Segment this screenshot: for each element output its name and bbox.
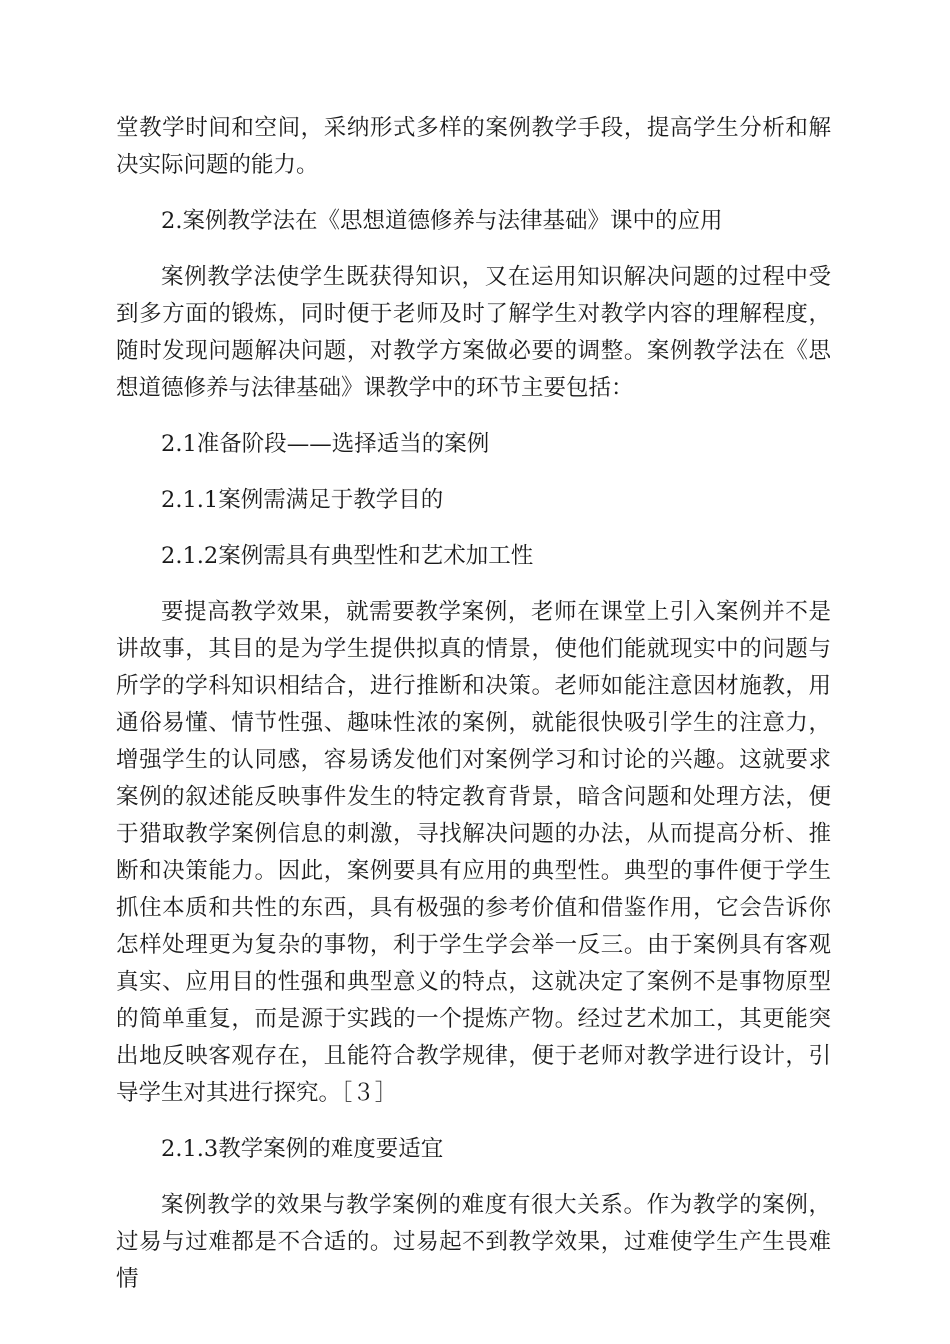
paragraph-case-method-intro: 案例教学法使学生既获得知识，又在运用知识解决问题的过程中受到多方面的锻炼，同时便于老师及时了解学生对教学内容的理解程度，随时发现问题解决问题，对教学方案做必要的调整。案例教学法在《思想道德修养与法律基础》课教学中的环节主要包括：	[116, 264, 831, 401]
section-heading-2-1-1: 2.1.1案例需满足于教学目的	[161, 487, 444, 513]
paragraph-case-difficulty: 案例教学的效果与教学案例的难度有很大关系。作为教学的案例，过易与过难都是不合适的。过易起不到教学效果，过难使学生产生畏难情	[116, 1192, 831, 1292]
paragraph-continuation: 堂教学时间和空间，采纳形式多样的案例教学手段，提高学生分析和解决实际问题的能力。	[116, 115, 831, 178]
paragraph-typical-cases: 要提高教学效果，就需要教学案例，老师在课堂上引入案例并不是讲故事，其目的是为学生提供拟真的情景，使他们能就现实中的问题与所学的学科知识相结合，进行推断和决策。老师如能注意因材施教，用通俗易懂、情节性强、趣味性浓的案例，就能很快吸引学生的注意力，增强学生的认同感，容易诱发他们对案例学习和讨论的兴趣。这就要求案例的叙述能反映事件发生的特定教育背景，暗含问题和处理方法，便于猎取教学案例信息的刺激，寻找解决问题的办法，从而提高分析、推断和决策能力。因此，案例要具有应用的典型性。典型的事件便于学生抓住本质和共性的东西，具有极强的参考价值和借鉴作用，它会告诉你怎样处理更为复杂的事物，利于学生学会举一反三。由于案例具有客观真实、应用目的性强和典型意义的特点，这就决定了案例不是事物原型的简单重复，而是源于实践的一个提炼产物。经过艺术加工，其更能突出地反映客观存在，且能符合教学规律，便于老师对教学进行设计，引导学生对其进行探究。［３］	[116, 599, 831, 1106]
section-heading-2-1-3: 2.1.3教学案例的难度要适宜	[161, 1136, 444, 1162]
document-body	[116, 110, 831, 1298]
section-heading-2-1-2: 2.1.2案例需具有典型性和艺术加工性	[161, 543, 534, 569]
section-heading-2: 2.案例教学法在《思想道德修养与法律基础》课中的应用	[161, 208, 723, 234]
section-heading-2-1: 2.1准备阶段——选择适当的案例	[161, 431, 490, 457]
